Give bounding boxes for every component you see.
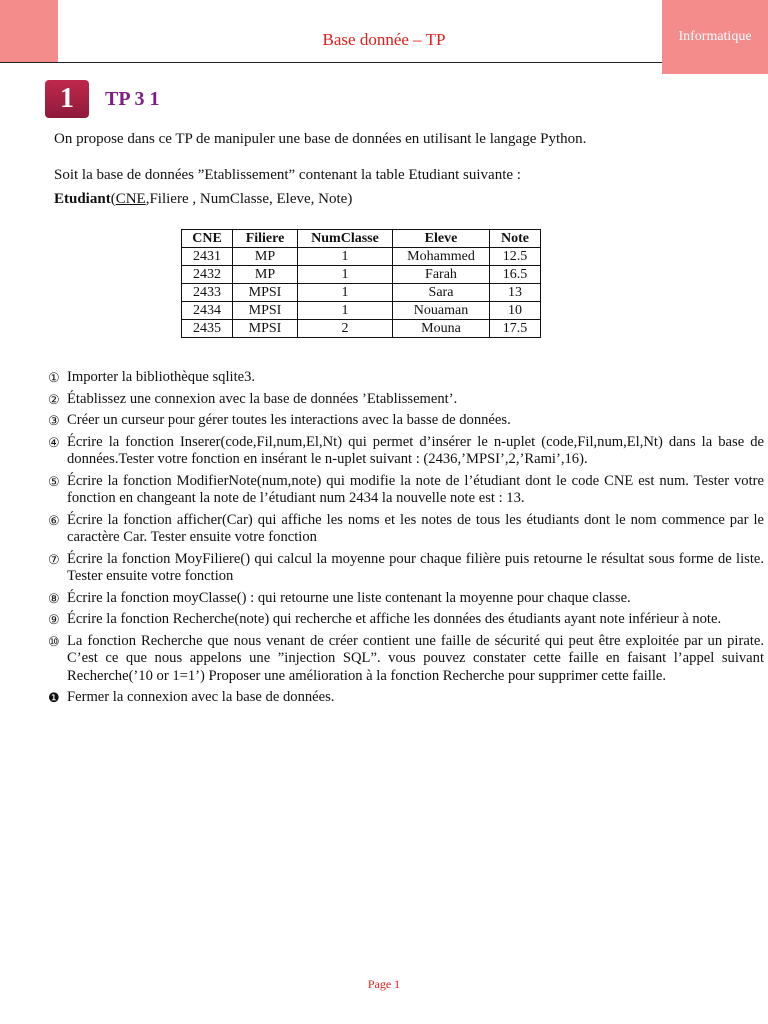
question-item (48, 689, 764, 707)
table-cell: 2434 (182, 302, 233, 320)
table-cell: 2433 (182, 284, 233, 302)
table-cell: 12.5 (490, 248, 541, 266)
table-cell: 10 (490, 302, 541, 320)
page-number: Page 1 (367, 977, 401, 991)
schema-primary-key: CNE (115, 191, 146, 207)
question-number: ② (48, 391, 60, 407)
question-text: Établissez une connexion avec la base de données ’Etablissement’. (67, 390, 458, 407)
question-text: Écrire la fonction MoyFiliere() qui calcul la moyenne pour chaque filière puis retourne le résultat sous forme de liste. Tester ensuite votre fonction (67, 550, 764, 584)
column-header: Filiere (233, 230, 298, 248)
question-item (48, 412, 764, 430)
table-cell: 13 (490, 284, 541, 302)
question-item (48, 633, 764, 686)
page-header-title: Base donnée – TP (322, 30, 446, 49)
schema-columns: ,Filiere , NumClasse, Eleve, Note) (145, 191, 353, 207)
question-item (48, 611, 764, 629)
etudiant-table (181, 229, 541, 338)
question-number: ③ (48, 413, 60, 428)
question-number: ⑨ (48, 612, 60, 627)
section-title: TP 3 1 (105, 88, 160, 110)
table-cell: 2435 (182, 320, 233, 338)
table-cell: MP (233, 248, 298, 266)
question-item (48, 512, 764, 547)
question-number: ⑥ (48, 512, 60, 528)
table-cell: 1 (298, 266, 393, 284)
column-header: Eleve (393, 230, 490, 248)
table-cell: Nouaman (393, 302, 490, 320)
question-number: ⑤ (48, 473, 60, 489)
table-cell: 17.5 (490, 320, 541, 338)
schema-table-name: Etudiant (54, 191, 111, 207)
table-cell: 1 (298, 284, 393, 302)
question-number: ① (48, 370, 60, 385)
table-cell: MPSI (233, 284, 298, 302)
table-cell: MPSI (233, 302, 298, 320)
table-row (182, 248, 541, 266)
question-item (48, 369, 764, 387)
table-cell: 2431 (182, 248, 233, 266)
section-number-badge: 1 (45, 80, 89, 118)
table-cell: MP (233, 266, 298, 284)
question-text: Importer la bibliothèque sqlite3. (67, 369, 256, 385)
table-row (182, 284, 541, 302)
table-cell: MPSI (233, 320, 298, 338)
column-header: CNE (182, 230, 233, 248)
table-cell: 16.5 (490, 266, 541, 284)
table-cell: 2 (298, 320, 393, 338)
table-header-row (182, 230, 541, 248)
question-item (48, 590, 764, 608)
column-header: Note (490, 230, 541, 248)
table-cell: Sara (393, 284, 490, 302)
question-item (48, 391, 764, 409)
column-header: NumClasse (298, 230, 393, 248)
question-item (48, 473, 764, 508)
question-number: ⑩ (48, 633, 60, 649)
table-cell: 1 (298, 248, 393, 266)
table-cell: Mohammed (393, 248, 490, 266)
database-paragraph: Soit la base de données ”Etablissement” contenant la table Etudiant suivante : (54, 167, 521, 183)
question-text: Fermer la connexion avec la base de données. (67, 689, 335, 705)
table-row (182, 302, 541, 320)
table-cell: Mouna (393, 320, 490, 338)
table-cell: 1 (298, 302, 393, 320)
question-text: Écrire la fonction Inserer(code,Fil,num,El,Nt) qui permet d’insérer le n-uplet (code,Fil,num,El,Nt) dans la base de données.Tester votre fonction en insérant le n-uplet suivant : (2436,’MPSI’,2,’Rami’,16). (67, 433, 764, 467)
intro-paragraph: On propose dans ce TP de manipuler une base de données en utilisant le langage Python. (54, 131, 587, 147)
question-list (48, 369, 764, 711)
question-number: ⑧ (48, 590, 60, 606)
table-cell: 2432 (182, 266, 233, 284)
question-number: ④ (48, 434, 60, 450)
question-item (48, 551, 764, 586)
question-item (48, 434, 764, 469)
question-text: Écrire la fonction moyClasse() : qui retourne une liste contenant la moyenne pour chaque classe. (67, 589, 631, 606)
question-number: ⑦ (48, 551, 60, 567)
question-text: Écrire la fonction Recherche(note) qui recherche et affiche les données des étudiants ayant note inférieur à note. (67, 611, 722, 627)
question-text: Écrire la fonction ModifierNote(num,note) qui modifie la note de l’étudiant dont le code CNE est num. Tester votre fonction en changeant la note de l’étudiant num 2434 la nouvelle note est : 13. (67, 472, 764, 506)
question-text: La fonction Recherche que nous venant de créer contient une faille de sécurité qui peut être exploitée par un pirate. C’est ce que nous appelons une ”injection SQL”. vous pouvez constater cette faille en faisant l’appel suivant Recherche(’10 or 1=1’) Proposer une amélioration à la fonction Recherche pour supprimer cette faille. (67, 632, 764, 684)
subject-tab-label: Informatique (678, 29, 752, 44)
question-text: Écrire la fonction afficher(Car) qui affiche les noms et les notes de tous les étudiants dont le nom commence par le caractère Car. Tester ensuite votre fonction (67, 511, 764, 545)
question-number: ❶ (48, 690, 60, 705)
header-divider (0, 62, 662, 63)
table-cell: Farah (393, 266, 490, 284)
table-schema (54, 190, 352, 208)
table-row (182, 266, 541, 284)
question-text: Créer un curseur pour gérer toutes les interactions avec la basse de données. (67, 412, 511, 428)
table-row (182, 320, 541, 338)
schema-open-paren: ( (110, 191, 116, 207)
